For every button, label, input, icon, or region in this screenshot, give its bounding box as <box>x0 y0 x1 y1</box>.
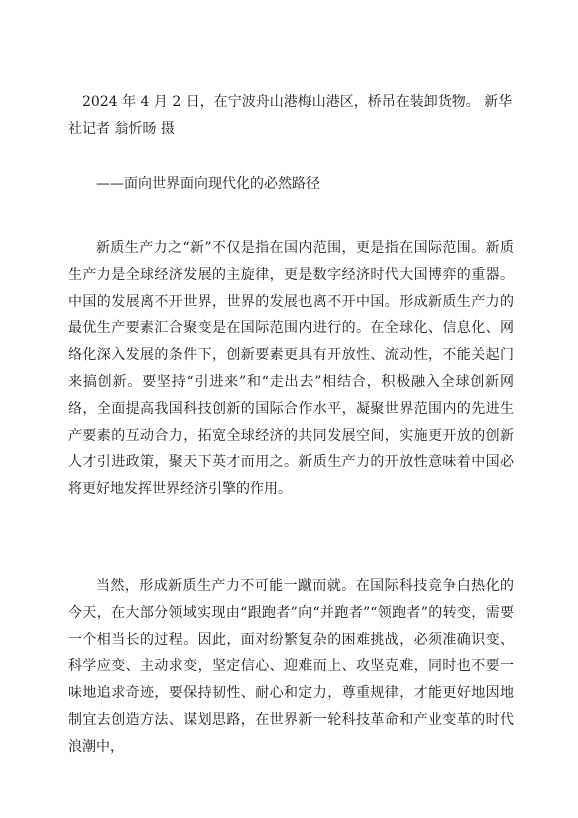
section-subtitle: ——面向世界面向现代化的必然路径 <box>96 176 320 192</box>
body-paragraph-1: 新质生产力之“新”不仅是指在国内范围，更是指在国际范围。新质生产力是全球经济发展的主旋律，更是数字经济时代大国博弈的重器。中国的发展离不开世界，世界的发展也离不开中国。形成新质生产力的最优生产要素汇合聚变是在国际范围内进行的。在全球化、信息化、网络化深入发展的条件下，创新要素更具有开放性、流动性，不能关起门来搞创新。要坚持“引进来”和“走出去”相结合，积极融入全球创新网络，全面提高我国科技创新的国际合作水平，凝聚世界范围内的先进生产要素的互动合力，拓宽全球经济的共同发展空间，实施更开放的创新人才引进政策，聚天下英才而用之。新质生产力的开放性意味着中国必将更好地发挥世界经济引擎的作用。 <box>68 240 514 498</box>
body-paragraph-2: 当然，形成新质生产力不可能一蹴而就。在国际科技竞争白热化的今天，在大部分领域实现由“跟跑者”向“并跑者”“领跑者”的转变，需要一个相当长的过程。因此，面对纷繁复杂的困难挑战，必须准确识变、科学应变、主动求变，坚定信心、迎难而上、攻坚克难，同时也不要一味地追求奇迹，要保持韧性、耐心和定力，尊重规律，才能更好地因地制宜去创造方法、谋划思路，在世界新一轮科技革命和产业变革的时代浪潮中， <box>68 578 514 755</box>
photo-caption: 2024 年 4 月 2 日，在宁波舟山港梅山港区，桥吊在装卸货物。 新华社记者 翁忻旸 摄 <box>68 94 513 137</box>
